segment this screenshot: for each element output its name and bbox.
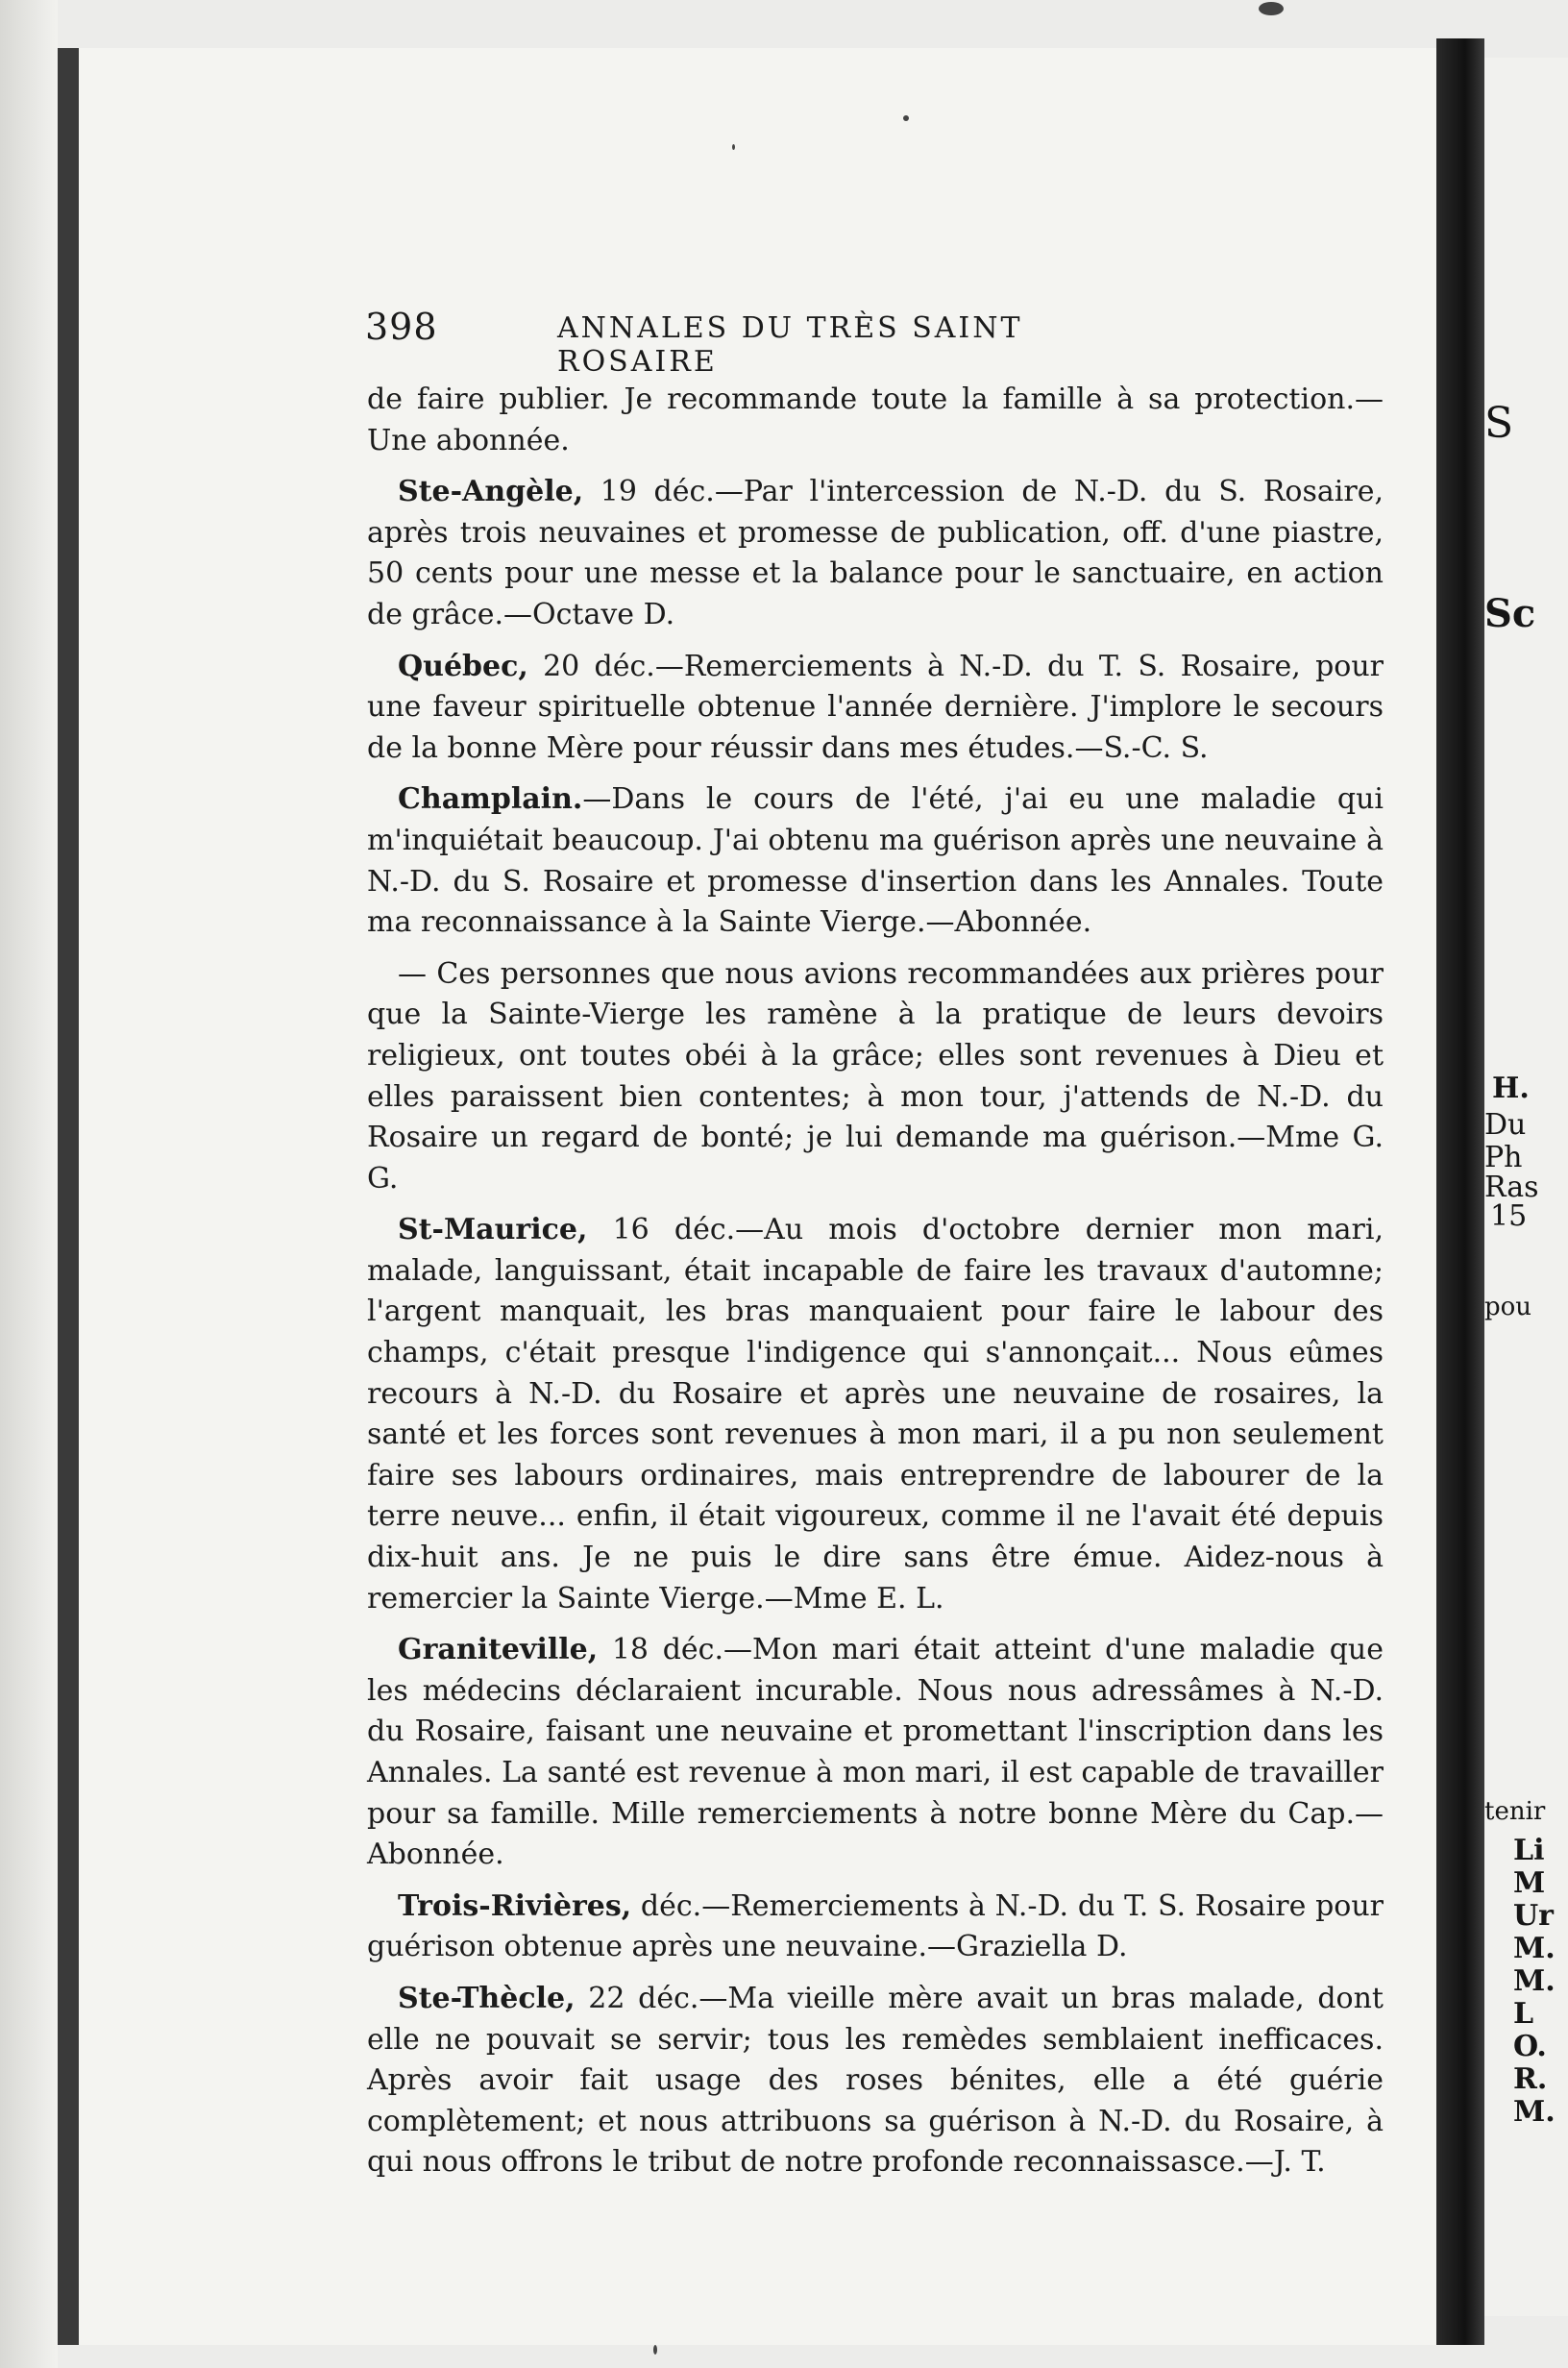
entry-text: — Ces personnes que nous avions recommandées aux prières pour que la Sainte-Vierge les ramène à la pratique de leurs devoirs religieux, ont toutes obéi à la grâce; elles sont revenues à Dieu et elles paraissent bien contentes; à mon tour, j'attends de N.-D. du Rosaire un regard de bonté; je lui demande ma guérison.—Mme G. G. (367, 956, 1384, 1196)
entry-ste-angele (367, 472, 1384, 635)
entry-place: Graniteville, (398, 1633, 599, 1667)
scan-speck (903, 115, 909, 121)
facing-fragment: Li (1513, 1834, 1545, 1867)
facing-fragment: Sc (1484, 591, 1536, 636)
entry-ces-personnes (367, 954, 1384, 1200)
entry-trois-rivieres (367, 1887, 1384, 1968)
entry-place: Champlain. (398, 782, 583, 817)
facing-fragment: L (1513, 1997, 1534, 2031)
entry-continuation (367, 380, 1384, 461)
entry-text: —Dans le cours de l'été, j'ai eu une maladie qui m'inquiétait beaucoup. J'ai obtenu ma guérison après une neuvaine à N.-D. du S. Rosaire et promesse d'insertion dans les Annales. Toute ma reconnaissance à la Sainte Vierge.—Abonnée. (367, 782, 1384, 940)
entry-st-maurice (367, 1210, 1384, 1619)
entry-graniteville (367, 1630, 1384, 1876)
facing-fragment: O. (1513, 2030, 1547, 2063)
entry-text: 16 déc.—Au mois d'octobre dernier mon mari, malade, languissant, était incapable de faire les travaux d'automne; l'argent manquait, les bras manquaient pour faire le labour des champs, c'était presque l'indigence qui s'annonçait... Nous eûmes recours à N.-D. du Rosaire et après une neuvaine de rosaires, la santé et les forces sont revenues à mon mari, il a pu non seulement faire ses labours ordinaires, mais entreprendre de labourer de la terre neuve... enfin, il était vigoureux, comme il ne l'avait été depuis dix-huit ans. Je ne puis le dire sans être émue. Aidez-nous à remercier la Sainte Vierge.—Mme E. L. (367, 1213, 1384, 1616)
facing-fragment: S (1484, 399, 1514, 448)
facing-fragment: Ph (1484, 1141, 1523, 1174)
entry-quebec (367, 647, 1384, 770)
book-gutter-shadow (1436, 38, 1484, 2345)
entry-text: de faire publier. Je recommande toute la famille à sa protection.—Une abonnée. (367, 382, 1384, 457)
facing-fragment: Ur (1513, 1899, 1554, 1933)
entry-text: déc.—Remerciements à N.-D. du T. S. Rosaire pour guérison obtenue après une neuvaine.—Graziella D. (367, 1888, 1384, 1964)
facing-fragment: M (1513, 1866, 1546, 1900)
facing-fragment: M. (1513, 1964, 1556, 1998)
page-number: 398 (365, 306, 438, 348)
facing-fragment: Du (1484, 1108, 1527, 1142)
facing-page-edge (1484, 58, 1568, 2316)
entry-place: Ste-Thècle, (398, 1981, 576, 2015)
facing-fragment: tenir (1484, 1797, 1546, 1826)
entry-place: Trois-Rivières, (398, 1888, 632, 1923)
entry-text: 22 déc.—Ma vieille mère avait un bras malade, dont elle ne pouvait se servir; tous les remèdes semblaient inefficaces. Après avoir fait usage des roses bénites, elle a été guérie complètement; et nous attribuons sa guérison à N.-D. du Rosaire, à qui nous offrons le tribut de notre profonde reconnaissasce.—J. T. (367, 1981, 1384, 2180)
entry-place: St-Maurice, (398, 1213, 588, 1247)
facing-fragment: M. (1513, 2095, 1556, 2129)
scan-speck (732, 144, 735, 150)
facing-fragment: H. (1492, 1072, 1530, 1105)
running-head (365, 306, 1191, 379)
entry-champlain (367, 779, 1384, 943)
page-body (367, 380, 1384, 2194)
entry-ste-thecle (367, 1979, 1384, 2183)
entry-place: Ste-Angèle, (398, 475, 584, 509)
scan-left-margin (0, 0, 58, 2368)
entry-text: 19 déc.—Par l'intercession de N.-D. du S. Rosaire, après trois neuvaines et promesse de publication, off. d'une piastre, 50 cents pour une messe et la balance pour le sanctuaire, en action de grâce.—Octave D. (367, 475, 1384, 631)
entry-place: Québec, (398, 649, 528, 683)
scan-speck (1259, 2, 1284, 15)
facing-fragment: pou (1484, 1293, 1532, 1321)
facing-fragment: M. (1513, 1932, 1556, 1965)
entry-text: 20 déc.—Remerciements à N.-D. du T. S. Rosaire, pour une faveur spirituelle obtenue l'année dernière. J'implore le secours de la bonne Mère pour réussir dans mes études.—S.-C. S. (367, 649, 1384, 765)
entry-text: 18 déc.—Mon mari était atteint d'une maladie que les médecins déclaraient incurable. Nous nous adressâmes à N.-D. du Rosaire, faisant une neuvaine et promettant l'inscription dans les Annales. La santé est revenue à mon mari, il est capable de travailler pour sa famille. Mille remerciements à notre bonne Mère du Cap.—Abonnée. (367, 1633, 1384, 1872)
facing-fragment: Ras (1484, 1171, 1539, 1204)
facing-fragment: R. (1513, 2062, 1548, 2096)
scan-speck (653, 2345, 657, 2355)
running-head-title: ANNALES DU TRÈS SAINT ROSAIRE (557, 311, 1023, 379)
facing-fragment: 15 (1490, 1199, 1528, 1233)
